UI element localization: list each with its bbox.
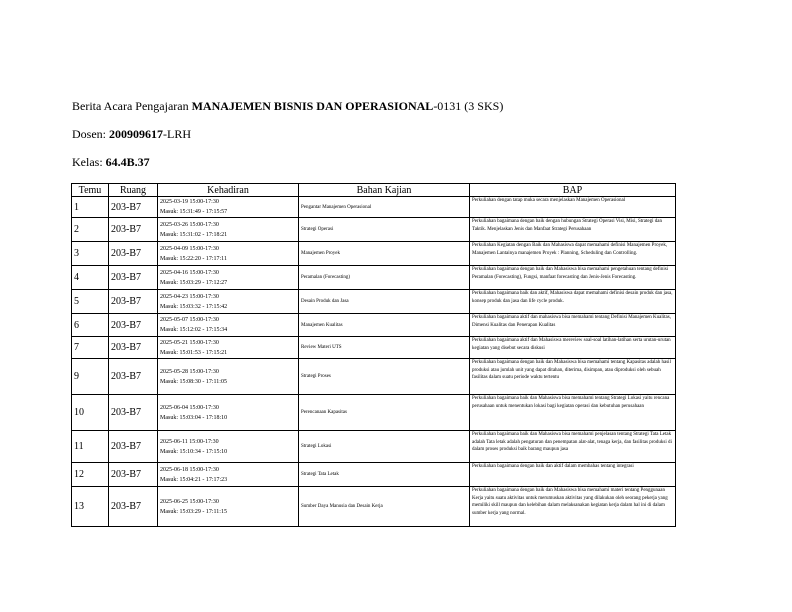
check-in-text: Masuk: 15:31:49 - 17:15:57: [160, 209, 228, 215]
cell-temu: 12: [72, 463, 109, 487]
check-in-text: Masuk: 15:03:29 - 17:11:15: [160, 508, 227, 515]
cell-temu: 13: [72, 487, 109, 527]
class-line: [72, 155, 150, 170]
table-row: [72, 463, 676, 487]
cell-kehadiran: [158, 431, 299, 463]
cell-bahan-kajian: Review Materi UTS: [299, 337, 470, 359]
dosen-id: 200909617: [109, 127, 163, 141]
cell-temu: 4: [72, 266, 109, 290]
cell-bap: Perkuliahan bagaimana aktif dan mahasiswa bisa memahami tentang Definisi Manajemen Kualitas, Dimensi Kualitas dan Penerapan Kualitas: [470, 314, 676, 337]
cell-temu: 3: [72, 242, 109, 266]
cell-bahan-kajian: Strategi Proses: [299, 359, 470, 395]
check-in-text: Masuk: 15:08:30 - 17:11:05: [160, 378, 227, 385]
schedule-text: 2025-04-09 15:00-17:30: [160, 245, 219, 252]
schedule-text: 2025-03-19 15:00-17:30: [160, 199, 219, 205]
title-prefix: Berita Acara Pengajaran: [72, 99, 192, 113]
course-name: MANAJEMEN BISNIS DAN OPERASIONAL: [191, 99, 434, 113]
cell-ruang: 203-B7: [109, 463, 158, 487]
cell-bahan-kajian: Strategi Lokasi: [299, 431, 470, 463]
cell-ruang: 203-B7: [109, 431, 158, 463]
cell-bahan-kajian: Desain Produk dan Jasa: [299, 290, 470, 314]
cell-temu: 5: [72, 290, 109, 314]
cell-bap: Perkuliahan bagaimana dengan baik dan Mahasiswa bisa memahami pengetahuan tentang definisi Peramalan (Forecasting), Fungsi, manfaat forecasting dan Jenis-Jenis Forecasting.: [470, 266, 676, 290]
cell-ruang: 203-B7: [109, 266, 158, 290]
table-row: [72, 487, 676, 527]
schedule-text: 2025-06-04 15:00-17:30: [160, 404, 219, 411]
check-in-text: Masuk: 15:31:02 - 17:18:21: [160, 231, 228, 238]
cell-bap: Perkuliahan bagaimana dengan baik dan Mahasiswa bisa memahami materi tentang Penggunaan Kerja yaitu suatu aktivitas untuk merumuskan aktivitas yang dilakukan oleh seorang pekerja yang memiliki skill maupun dan kelebihan dalam melaksanakan kegiatan kerja dalam hal ini di dalam sumber kerja yang normal.: [470, 487, 676, 527]
schedule-text: 2025-06-18 15:00-17:30: [160, 466, 219, 473]
lecturer-line: [72, 127, 191, 142]
schedule-text: 2025-06-25 15:00-17:30: [160, 498, 219, 505]
cell-bahan-kajian: Sumber Daya Manusia dan Desain Kerja: [299, 487, 470, 527]
schedule-text: 2025-05-07 15:00-17:30: [160, 317, 219, 323]
cell-ruang: 203-B7: [109, 337, 158, 359]
document-title: [72, 99, 503, 114]
kelas-label: Kelas:: [72, 155, 106, 169]
cell-kehadiran: [158, 290, 299, 314]
cell-bahan-kajian: Strategi Tata Letak: [299, 463, 470, 487]
table-row: [72, 197, 676, 218]
cell-bap: Perkuliahan bagaimana dengan baik dengan hubungan Strategi Operasi Visi, Misi, Strategi dan Taktik. Menjelaskan Jenis dan Manfaat Strategi Perusahaan: [470, 218, 676, 242]
column-header-kehadiran: Kehadiran: [158, 184, 299, 197]
check-in-text: Masuk: 15:12:02 - 17:15:34: [160, 327, 228, 333]
dosen-label: Dosen:: [72, 127, 109, 141]
cell-temu: 11: [72, 431, 109, 463]
cell-temu: 6: [72, 314, 109, 337]
cell-ruang: 203-B7: [109, 395, 158, 431]
cell-temu: 1: [72, 197, 109, 218]
cell-bahan-kajian: Strategi Operasi: [299, 218, 470, 242]
cell-bahan-kajian: Manajemen Kualitas: [299, 314, 470, 337]
schedule-text: 2025-06-11 15:00-17:30: [160, 438, 219, 445]
column-header-bap: BAP: [470, 184, 676, 197]
cell-temu: 9: [72, 359, 109, 395]
cell-kehadiran: [158, 197, 299, 218]
check-in-text: Masuk: 15:04:21 - 17:17:23: [160, 476, 228, 483]
cell-bap: Perkuliahan bagaimana baik dan aktif, Mahasiswa dapat memahami definisi desain produk dan jasa, konsep produk dan jasa dan life cycle produk.: [470, 290, 676, 314]
schedule-text: 2025-04-23 15:00-17:30: [160, 293, 219, 300]
cell-ruang: 203-B7: [109, 290, 158, 314]
check-in-text: Masuk: 15:03:29 - 17:12:27: [160, 279, 228, 286]
cell-ruang: 203-B7: [109, 242, 158, 266]
cell-ruang: 203-B7: [109, 314, 158, 337]
cell-bap: Perkuliahan dengan tatap muka secara menjelaskan Manajemen Operasional: [470, 197, 676, 218]
table-row: [72, 290, 676, 314]
table-row: [72, 314, 676, 337]
cell-kehadiran: [158, 463, 299, 487]
check-in-text: Masuk: 15:01:53 - 17:15:21: [160, 349, 228, 356]
check-in-text: Masuk: 15:22:20 - 17:17:11: [160, 255, 227, 262]
table-row: [72, 242, 676, 266]
cell-ruang: 203-B7: [109, 359, 158, 395]
check-in-text: Masuk: 15:03:04 - 17:18:10: [160, 414, 228, 421]
cell-bahan-kajian: Peramalan (Forecasting): [299, 266, 470, 290]
cell-temu: 7: [72, 337, 109, 359]
cell-ruang: 203-B7: [109, 197, 158, 218]
cell-temu: 10: [72, 395, 109, 431]
attendance-table: [71, 183, 676, 527]
table-row: [72, 395, 676, 431]
schedule-text: 2025-05-28 15:00-17:30: [160, 368, 219, 375]
cell-bahan-kajian: Manajemen Proyek: [299, 242, 470, 266]
column-header-bahan-kajian: Bahan Kajian: [299, 184, 470, 197]
check-in-text: Masuk: 15:10:34 - 17:15:10: [160, 448, 228, 455]
cell-bap: Perkuliahan Kegiatan dengan Baik dan Mahasiswa dapat memahami definisi Manajemen Proyek, Manajemen Lantainya manajemen Proyek : Planning, Scheduling dan Controlling.: [470, 242, 676, 266]
schedule-text: 2025-03-26 15:00-17:30: [160, 221, 219, 228]
cell-bap: Perkuliahan bagaimana dengan baik dan Mahasiswa bisa memahami tentang Kapasitas adalah hasil produksi atau jumlah unit yang dapat ditahan, diterima, disimpan, atau diproduksi oleh sebuah fasilitas dalam suatu periode waktu tertentu: [470, 359, 676, 395]
schedule-text: 2025-05-21 15:00-17:30: [160, 339, 219, 346]
table-row: [72, 337, 676, 359]
cell-kehadiran: [158, 266, 299, 290]
cell-temu: 2: [72, 218, 109, 242]
table-row: [72, 359, 676, 395]
column-header-ruang: Ruang: [109, 184, 158, 197]
column-header-temu: Temu: [72, 184, 109, 197]
cell-bap: Perkuliahan bagaimana aktif dan Mahasiswa mereview soal-soal latihan-latihan serta urutan-urutan kegiatan yang disebut secara diskusi: [470, 337, 676, 359]
cell-ruang: 203-B7: [109, 218, 158, 242]
cell-kehadiran: [158, 242, 299, 266]
cell-kehadiran: [158, 218, 299, 242]
cell-kehadiran: [158, 395, 299, 431]
kelas-value: 64.4B.37: [105, 155, 150, 169]
table-header-row: [72, 184, 676, 197]
table-row: [72, 218, 676, 242]
cell-kehadiran: [158, 314, 299, 337]
cell-bap: Perkuliahan bagaimana dengan baik dan aktif dalam membahas tentang integrasi: [470, 463, 676, 487]
course-suffix: -0131 (3 SKS): [433, 99, 504, 113]
cell-kehadiran: [158, 337, 299, 359]
dosen-suffix: -LRH: [163, 127, 191, 141]
cell-bahan-kajian: Pengantar Manajemen Operasional: [299, 197, 470, 218]
cell-bap: Perkuliahan bagaimana baik dan Mahasiswa bisa memahami tentang Strategi Lokasi yaitu rencana perusahaan untuk menentukan lokasi bagi kegiatan operasi dan kebutuhan perusahaan: [470, 395, 676, 431]
cell-kehadiran: [158, 487, 299, 527]
check-in-text: Masuk: 15:03:32 - 17:15:42: [160, 303, 228, 310]
schedule-text: 2025-04-16 15:00-17:30: [160, 269, 219, 276]
cell-kehadiran: [158, 359, 299, 395]
table-row: [72, 431, 676, 463]
cell-ruang: 203-B7: [109, 487, 158, 527]
table-row: [72, 266, 676, 290]
cell-bap: Perkuliahan bagaimana baik dan Mahasiswa bisa memahami penjelasan tentang Strategi Tata Letak adalah Tata letak adalah pengaturan dan penempatan alat-alat, tenaga kerja, dan fasilitas produksi di dalam proses produksi baik barang maupun jasa: [470, 431, 676, 463]
cell-bahan-kajian: Perencanaan Kapasitas: [299, 395, 470, 431]
